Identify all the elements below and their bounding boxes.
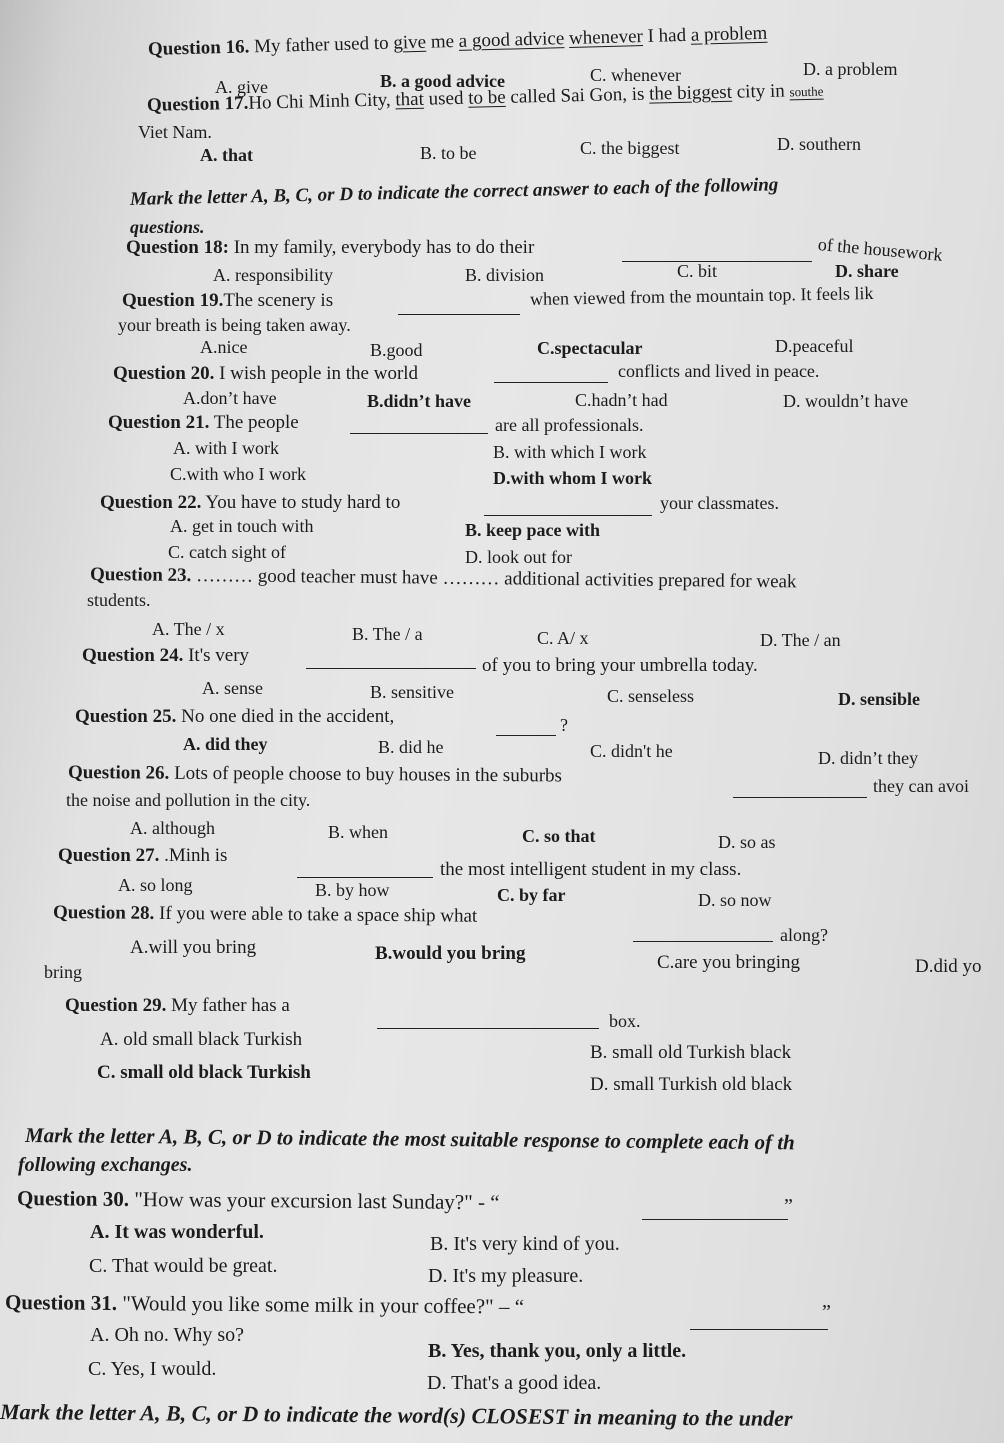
q30-stem-end: ” — [784, 1195, 793, 1217]
q26-option-b[interactable]: B. when — [328, 822, 388, 842]
q24-blank[interactable] — [306, 667, 476, 669]
q19-option-a[interactable]: A.nice — [200, 337, 248, 357]
q30-option-a[interactable]: A. It was wonderful. — [90, 1221, 264, 1243]
q27-option-a[interactable]: A. so long — [118, 875, 193, 895]
q17-option-c[interactable]: C. the biggest — [580, 138, 680, 158]
q18-option-a[interactable]: A. responsibility — [213, 265, 333, 285]
q23-option-a[interactable]: A. The / x — [152, 619, 225, 639]
q26-option-d[interactable]: D. so as — [718, 832, 776, 852]
q30-option-b[interactable]: B. It's very kind of you. — [430, 1233, 620, 1255]
q23-option-d[interactable]: D. The / an — [760, 630, 841, 650]
q19-option-d[interactable]: D.peaceful — [775, 336, 854, 356]
q31-stem-end: ” — [822, 1301, 831, 1323]
q24-option-b[interactable]: B. sensitive — [370, 682, 454, 702]
q26-option-a[interactable]: A. although — [130, 818, 215, 838]
q18-option-b[interactable]: B. division — [465, 265, 545, 285]
q28-option-d[interactable]: D.did yo — [915, 956, 982, 977]
q21-blank[interactable] — [350, 432, 488, 434]
q27-option-c[interactable]: C. by far — [497, 885, 566, 905]
q22-blank[interactable] — [484, 514, 652, 516]
q17-stem: Question 17.Ho Chi Minh City, that used to be called Sai Gon, is the biggest city in southe — [146, 80, 824, 116]
q22-stem-end: your classmates. — [660, 493, 779, 513]
q26-stem-end: they can avoi — [873, 776, 969, 796]
q24-stem: Question 24. It's very — [82, 645, 250, 666]
q20-option-d[interactable]: D. wouldn’t have — [783, 391, 909, 411]
q25-stem-end: ? — [560, 715, 568, 735]
q26-stem: Question 26. Lots of people choose to buy houses in the suburbs — [67, 762, 563, 787]
q21-stem: Question 21. The people — [108, 412, 299, 433]
q26-label: Question 26. — [67, 762, 170, 784]
q19-option-c[interactable]: C.spectacular — [537, 338, 643, 358]
q27-label: Question 27. — [58, 845, 160, 866]
q29-option-d[interactable]: D. small Turkish old black — [590, 1074, 793, 1095]
q19-stem-end: when viewed from the mountain top. It feels lik — [529, 283, 874, 309]
q17-option-d[interactable]: D. southern — [777, 134, 861, 154]
q31-option-b[interactable]: B. Yes, thank you, only a little. — [428, 1340, 687, 1362]
q27-option-b[interactable]: B. by how — [315, 880, 390, 900]
q24-option-c[interactable]: C. senseless — [607, 686, 694, 706]
q31-label: Question 31. — [4, 1290, 118, 1315]
q25-option-a[interactable]: A. did they — [183, 734, 268, 754]
q21-option-d[interactable]: D.with whom I work — [493, 468, 653, 488]
q26-line2: the noise and pollution in the city. — [66, 790, 311, 810]
q29-blank[interactable] — [377, 1027, 599, 1029]
q31-option-c[interactable]: C. Yes, I would. — [88, 1358, 217, 1380]
q28-stem-end: along? — [780, 925, 828, 945]
q29-option-a[interactable]: A. old small black Turkish — [100, 1029, 303, 1050]
q19-label: Question 19. — [122, 290, 224, 311]
q27-stem-end: the most intelligent student in my class. — [440, 859, 742, 880]
q17-option-b[interactable]: B. to be — [420, 143, 477, 163]
q29-option-c[interactable]: C. small old black Turkish — [97, 1062, 311, 1083]
q21-label: Question 21. — [108, 412, 210, 433]
q21-option-b[interactable]: B. with which I work — [493, 442, 647, 462]
q16-option-c[interactable]: C. whenever — [590, 65, 681, 85]
q20-stem-end: conflicts and lived in peace. — [618, 361, 820, 381]
q25-option-b[interactable]: B. did he — [378, 737, 444, 757]
q23-label: Question 23. — [89, 564, 192, 587]
q16-option-a[interactable]: A. give — [215, 77, 268, 97]
q20-option-c[interactable]: C.hadn’t had — [575, 390, 668, 410]
q19-option-b[interactable]: B.good — [370, 340, 423, 360]
q20-stem: Question 20. I wish people in the world — [113, 363, 419, 384]
q31-option-a[interactable]: A. Oh no. Why so? — [90, 1324, 245, 1346]
q24-option-d[interactable]: D. sensible — [838, 689, 921, 709]
q18-label: Question 18: — [126, 237, 229, 258]
q28-option-c[interactable]: C.are you bringing — [657, 952, 801, 973]
q19-blank[interactable] — [398, 313, 520, 315]
q16-label: Question 16. — [147, 36, 250, 60]
q18-option-c[interactable]: C. bit — [677, 261, 718, 281]
q29-stem-end: box. — [609, 1011, 641, 1031]
q21-stem-end: are all professionals. — [495, 415, 644, 435]
q29-option-b[interactable]: B. small old Turkish black — [590, 1042, 792, 1063]
q31-stem: Question 31. "Would you like some milk in your coffee?" – “ — [4, 1290, 525, 1319]
q18-stem-end: of the housework — [817, 234, 944, 265]
q19-stem: Question 19.The scenery is — [122, 290, 334, 311]
q29-label: Question 29. — [65, 995, 167, 1016]
q28-label: Question 28. — [52, 902, 155, 924]
q28-option-a[interactable]: A.will you bring — [130, 937, 257, 958]
q25-stem: Question 25. No one died in the accident, — [75, 706, 395, 727]
q18-option-d[interactable]: D. share — [835, 261, 899, 281]
q19-line2: your breath is being taken away. — [118, 315, 351, 335]
q25-option-c[interactable]: C. didn't he — [590, 741, 673, 761]
section1-heading-line1: Mark the letter A, B, C, or D to indicate the correct answer to each of the following — [129, 174, 779, 210]
q17-option-a[interactable]: A. that — [200, 145, 253, 165]
q28-stem: Question 28. If you were able to take a space ship what — [52, 902, 478, 927]
q16-option-b[interactable]: B. a good advice — [380, 71, 506, 91]
q17-line2: Viet Nam. — [138, 122, 212, 142]
q23-option-b[interactable]: B. The / a — [352, 624, 423, 644]
q26-option-c[interactable]: C. so that — [522, 826, 596, 846]
q30-label: Question 30. — [16, 1186, 130, 1211]
q26-blank[interactable] — [733, 796, 867, 798]
q30-stem: Question 30. "How was your excursion last Sunday?" - “ — [16, 1186, 500, 1215]
section2-heading-line2: following exchanges. — [18, 1154, 193, 1176]
q20-blank[interactable] — [494, 381, 608, 383]
section3-heading-line1: Mark the letter A, B, C, or D to indicate the word(s) CLOSEST in meaning to the under — [0, 1399, 793, 1431]
q20-option-a[interactable]: A.don’t have — [183, 388, 277, 408]
q23-option-c[interactable]: C. A/ x — [537, 628, 589, 648]
q28-blank[interactable] — [633, 940, 773, 942]
q29-stem: Question 29. My father has a — [65, 995, 290, 1016]
q16-stem: Question 16. My father used to give me a good advice whenever I had a problem — [147, 22, 768, 60]
q20-label: Question 20. — [113, 363, 215, 384]
q22-option-a[interactable]: A. get in touch with — [170, 516, 314, 536]
q27-stem: Question 27. .Minh is — [58, 845, 228, 866]
q22-option-d[interactable]: D. look out for — [465, 547, 572, 567]
q22-stem: Question 22. You have to study hard to — [100, 492, 401, 513]
q17-label: Question 17. — [146, 92, 249, 116]
q28-option-b[interactable]: B.would you bring — [375, 943, 526, 964]
q16-option-d[interactable]: D. a problem — [803, 59, 898, 79]
section1-heading-line2: questions. — [130, 217, 205, 237]
q23-stem: Question 23. ……… good teacher must have ……… additional activities prepared for weak — [89, 564, 797, 593]
q30-blank[interactable] — [642, 1218, 788, 1220]
q31-option-d[interactable]: D. That's a good idea. — [427, 1372, 602, 1394]
q21-option-a[interactable]: A. with I work — [173, 438, 279, 458]
q25-blank[interactable] — [496, 734, 556, 736]
q22-option-b[interactable]: B. keep pace with — [465, 520, 600, 540]
q24-option-a[interactable]: A. sense — [202, 678, 263, 698]
q25-option-d[interactable]: D. didn’t they — [818, 748, 919, 768]
q22-option-c[interactable]: C. catch sight of — [168, 542, 286, 562]
q24-label: Question 24. — [82, 645, 184, 666]
q18-stem: Question 18: In my family, everybody has to do their — [126, 237, 535, 258]
q30-option-c[interactable]: C. That would be great. — [89, 1255, 278, 1277]
q31-blank[interactable] — [690, 1328, 828, 1330]
q30-option-d[interactable]: D. It's my pleasure. — [428, 1265, 584, 1287]
q28-option-d-continued: bring — [44, 962, 82, 982]
q27-option-d[interactable]: D. so now — [698, 890, 772, 910]
q23-line2: students. — [87, 590, 151, 610]
q27-blank[interactable] — [297, 876, 433, 878]
q20-option-b[interactable]: B.didn’t have — [367, 391, 472, 411]
q25-label: Question 25. — [75, 706, 177, 727]
q22-label: Question 22. — [100, 492, 202, 513]
q24-stem-end: of you to bring your umbrella today. — [482, 655, 758, 676]
q21-option-c[interactable]: C.with who I work — [170, 464, 306, 484]
section2-heading-line1: Mark the letter A, B, C, or D to indicate the most suitable response to complete each of th — [24, 1123, 795, 1155]
